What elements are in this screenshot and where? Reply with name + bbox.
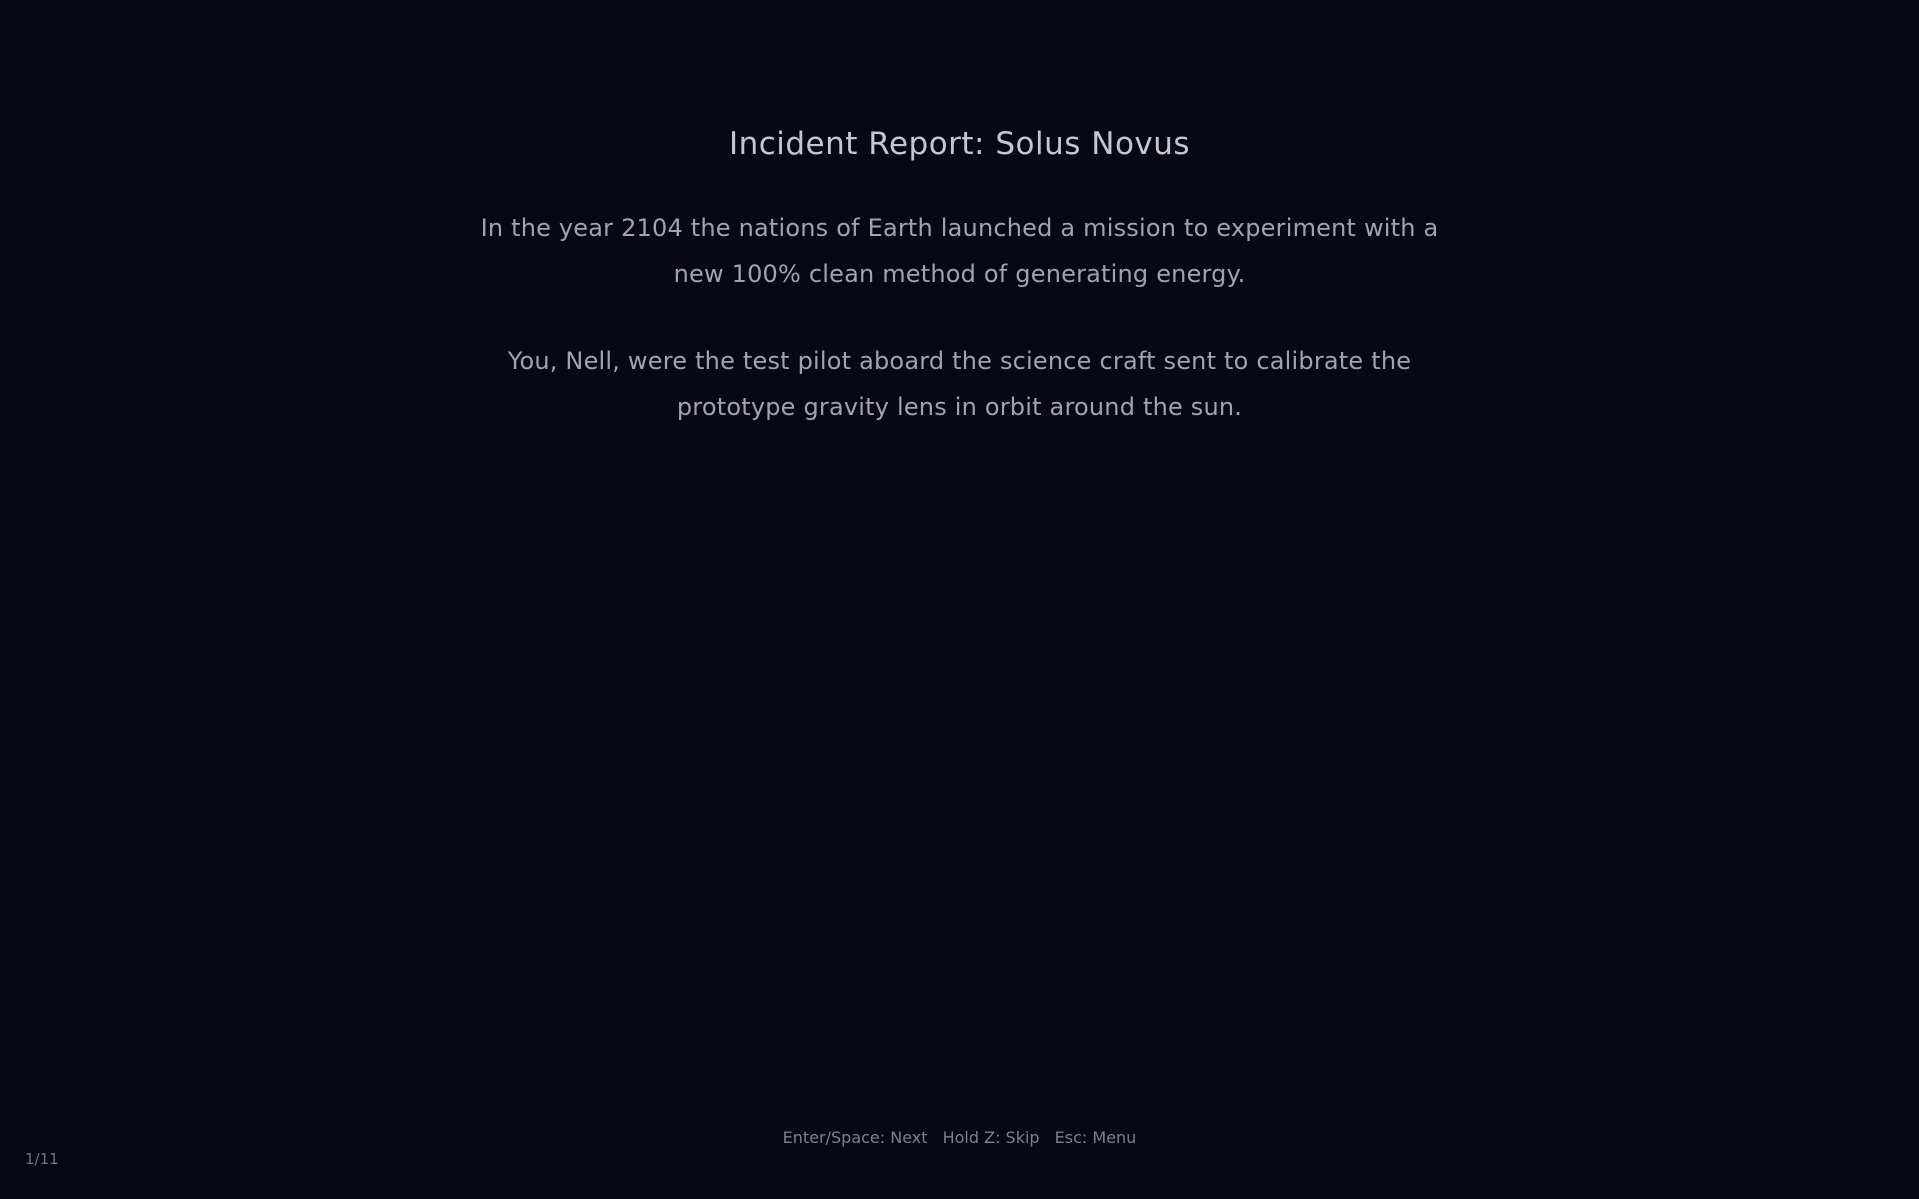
hint-skip[interactable]: Hold Z: Skip bbox=[942, 1128, 1040, 1147]
story-paragraph-1: In the year 2104 the nations of Earth launched a mission to experiment with a new 100% clean method of generating energy. bbox=[480, 214, 1439, 288]
page-counter: 1/11 bbox=[25, 1150, 59, 1168]
story-paragraph-2: You, Nell, were the test pilot aboard the science craft sent to calibrate the prototype gravity lens in orbit around the sun. bbox=[507, 347, 1412, 421]
hint-menu[interactable]: Esc: Menu bbox=[1054, 1128, 1137, 1147]
control-hints bbox=[0, 1126, 1919, 1150]
hint-next[interactable]: Enter/Space: Next bbox=[782, 1128, 928, 1147]
story-title: Incident Report: Solus Novus bbox=[728, 126, 1191, 162]
